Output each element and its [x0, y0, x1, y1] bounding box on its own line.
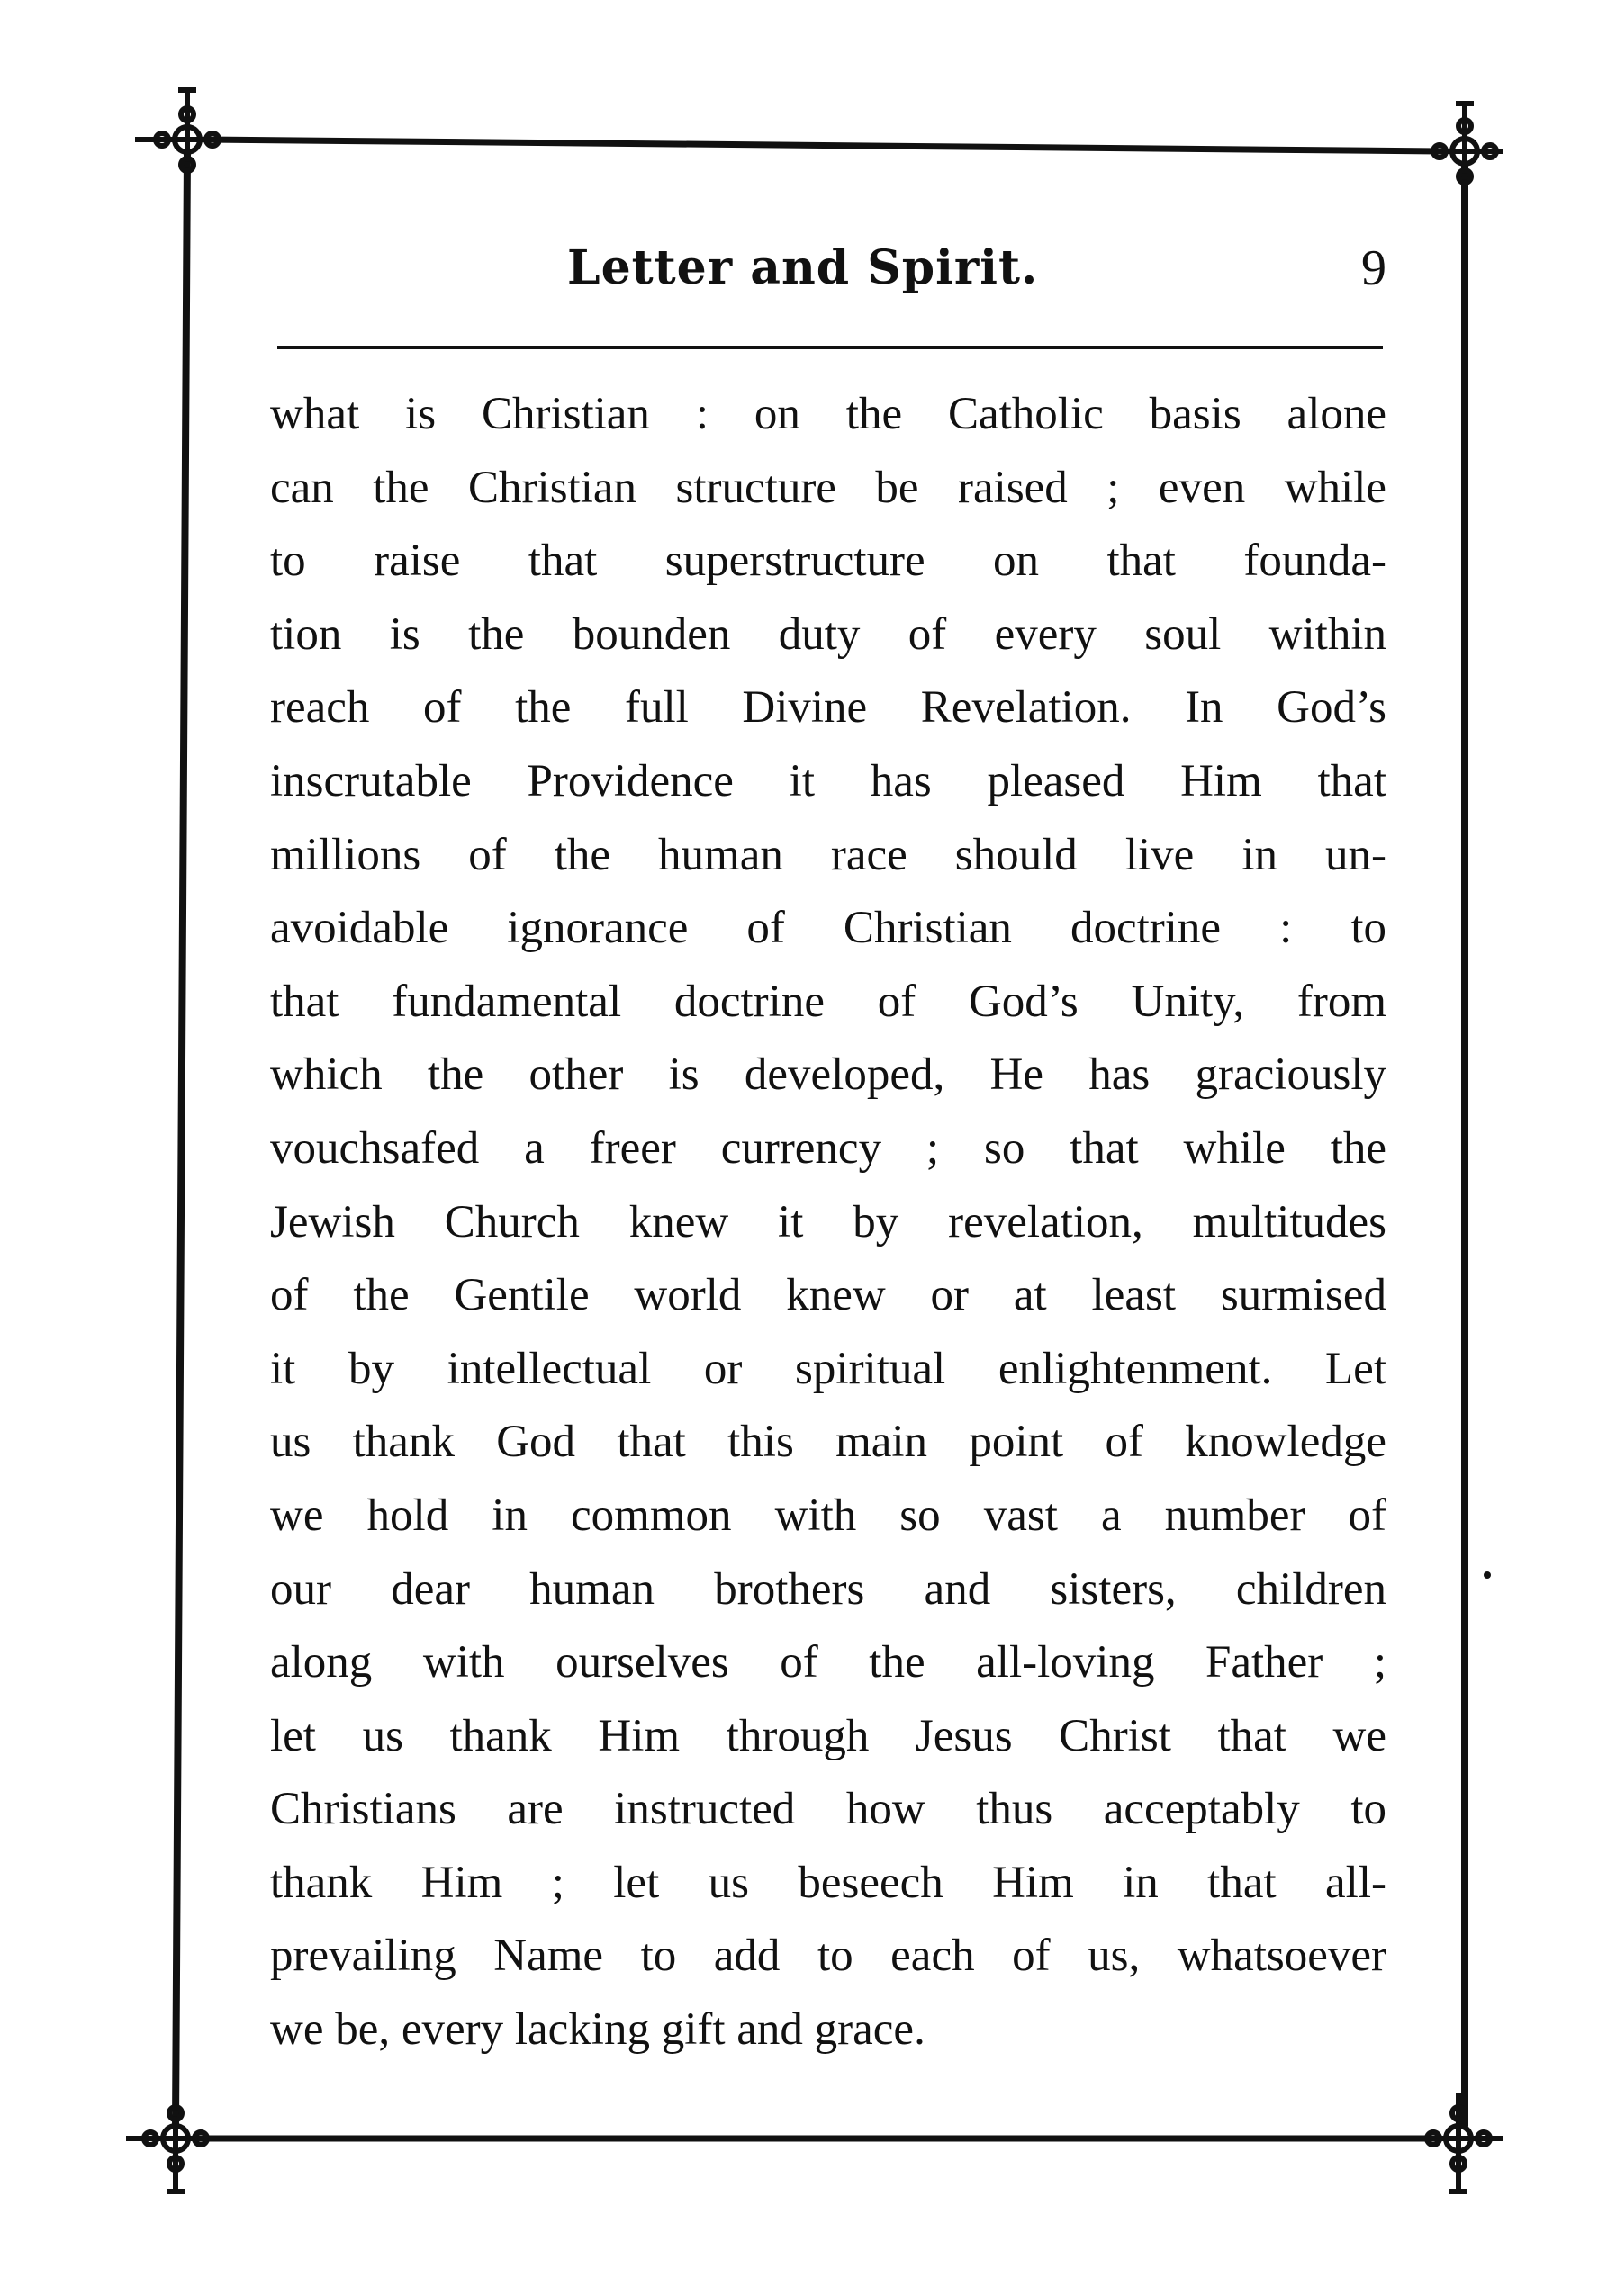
- text-line: to raise that superstructure on that founda-: [270, 536, 1386, 587]
- printer-dot-mark: [1484, 1571, 1491, 1579]
- text-line: we be, every lacking gift and grace.: [270, 2004, 925, 2056]
- text-line: thank Him ; let us beseech Him in that all-: [270, 1857, 1386, 1908]
- header-rule: [277, 346, 1383, 349]
- text-line: avoidable ignorance of Christian doctrine : to: [270, 903, 1386, 954]
- text-line: Jewish Church knew it by revelation, multitudes: [270, 1196, 1386, 1247]
- text-line: prevailing Name to add to each of us, whatsoever: [270, 1931, 1386, 1982]
- corner-cross-ornament-top-left: [135, 90, 219, 180]
- text-line: inscrutable Providence it has pleased Him that: [270, 755, 1386, 806]
- running-title: Letter and Spirit.: [567, 240, 1039, 295]
- text-line: what is Christian : on the Catholic basis alone: [270, 389, 1386, 439]
- text-line: reach of the full Divine Revelation. In God’s: [270, 682, 1386, 734]
- text-line: can the Christian structure be raised ; even while: [270, 462, 1386, 513]
- running-head: [279, 232, 1386, 304]
- body-paragraph: [270, 378, 1386, 2067]
- text-line: our dear human brothers and sisters, children: [270, 1563, 1386, 1615]
- text-line: us thank God that this main point of knowledge: [270, 1417, 1386, 1468]
- text-line: which the other is developed, He has graciously: [270, 1049, 1386, 1101]
- corner-cross-ornament-bottom-right: [1427, 2093, 1503, 2192]
- page-number: 9: [1361, 240, 1386, 296]
- text-line: millions of the human race should live in un-: [270, 829, 1386, 880]
- text-line: of the Gentile world knew or at least surmised: [270, 1270, 1386, 1321]
- text-line: vouchsafed a freer currency ; so that while the: [270, 1122, 1386, 1174]
- corner-cross-ornament-top-right: [1431, 104, 1503, 194]
- text-line: Christians are instructed how thus acceptably to: [270, 1784, 1386, 1835]
- text-line: it by intellectual or spiritual enlightenment. Let: [270, 1343, 1386, 1394]
- text-line: let us thank Him through Jesus Christ that we: [270, 1710, 1386, 1761]
- text-line: tion is the bounden duty of every soul within: [270, 608, 1386, 660]
- corner-cross-ornament-bottom-left: [126, 2093, 207, 2192]
- text-line: that fundamental doctrine of God’s Unity, from: [270, 976, 1386, 1027]
- text-line: along with ourselves of the all-loving Father ;: [270, 1637, 1386, 1688]
- text-line: we hold in common with so vast a number of: [270, 1490, 1386, 1541]
